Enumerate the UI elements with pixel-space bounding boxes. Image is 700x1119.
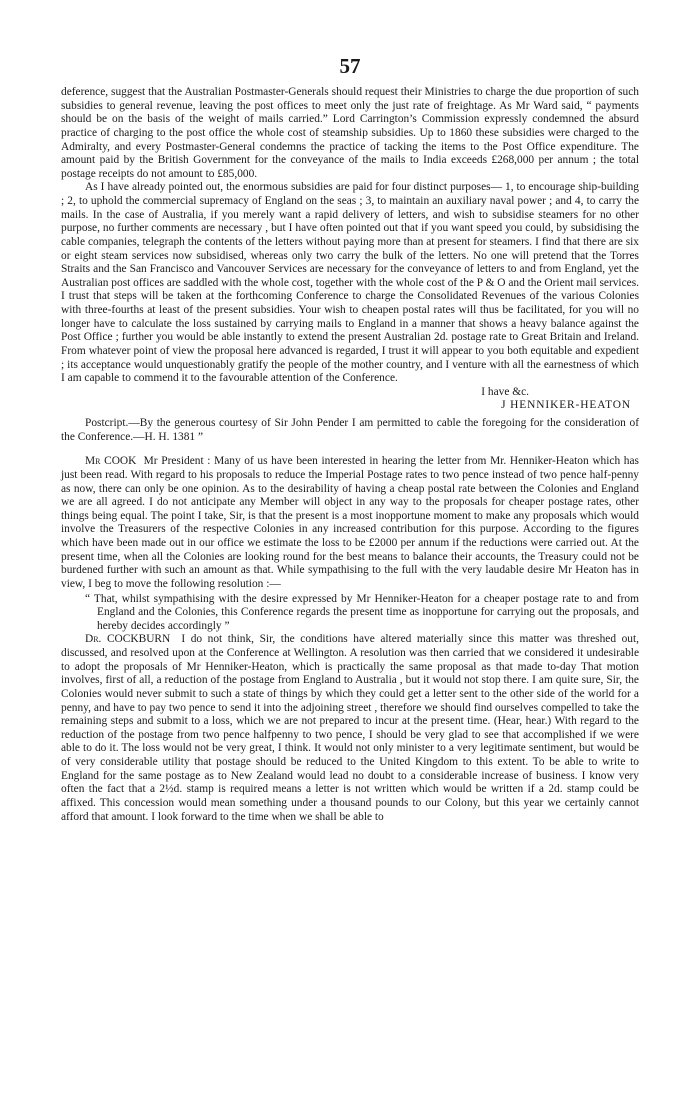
- resolution-quote: “ That, whilst sympathising with the desire expressed by Mr Henniker-Heaton for a cheaper postage rate to and from England and the Colonies, this Conference regards the present time as inopportune for carrying out the proposals, and hereby decides accordingly ”: [85, 592, 639, 632]
- speech-cook-text: Mr President : Many of us have been interested in hearing the letter from Mr. Henniker-Heaton which has just been read. With regard to his proposals to reduce the Imperial Postage rates to two pence instead of two pence half-penny as now, there can only be one opinion. As to the desirability of having a cheap postal rate between the Colonies and England we are all agreed. I do not anticipate any Member will object in any way to the proposals for cheaper postage rates, other things being equal. The point I take, Sir, is that the present is a most inopportune moment to make any proposals which would involve the Treasurers of the respective Colonies in any increased contribution for this purpose. According to the figures which have been made out in our office we estimate the loss to be £2000 per annum if the reductions were carried out. At the present time, when all the Colonies are looking round for the best means to balance their accounts, the Treasury could not be burdened further with such an amount as that. While sympathising to the full with the very laudable desire Mr Heaton has in view, I beg to move the following resolution :—: [61, 455, 639, 590]
- speech-cook: [61, 455, 639, 591]
- speech-cockburn: [61, 633, 639, 824]
- page-number: 57: [339, 54, 361, 78]
- speaker-cook: Mr COOK: [85, 455, 137, 468]
- paragraph-deference: deference, suggest that the Australian Postmaster-Generals should request their Ministries to charge the due proportion of such subsidies to general revenue, leaving the post offices to meet only the just rate of freightage. As Mr Ward said, “ payments should be on the basis of the weight of mails carried.” Lord Carrington’s Commission expressly condemned the absurd practice of charging to the post office the whole cost of steamship subsidies. Up to 1860 these subsidies were charged to the Admiralty, and every Postmaster-General condemns the practice of tacking the items to the Post Office expenditure. The amount paid by the British Government for the conveyance of the mails to India exceeds £268,000 per annum ; the total postage receipts do not amount to £85,000.: [61, 86, 639, 180]
- letter-signature: J HENNIKER-HEATON: [501, 399, 631, 412]
- document-page: [61, 54, 639, 824]
- speech-cockburn-text: I do not think, Sir, the conditions have altered materially since this matter was threshed out, discussed, and resolved upon at the Conference at Wellington. A resolution was then carried that we considered it undesirable to adopt the proposals of Mr Henniker-Heaton, which is practically the same proposal as that made to-day That motion involves, first of all, a reduction of the postage from England to Australia , but it would not stop there. I am quite sure, Sir, the Colonies would never submit to such a state of things by which they could get a letter sent to the other side of the world for a penny, and have to pay two pence to send it into the adjoining street , therefore we should find ourselves compelled to take the remaining steps and submit to a loss, which we are not prepared to incur at the present time. (Hear, hear.) With regard to the reduction of the postage from two pence halfpenny to two pence, I should be very glad to see that accomplished if we were able to do it. The loss would not be very great, I think. It would not only minister to a very legitimate sentiment, but would be of very considerable utility that postage should be reduced to the United Kingdom to this extent. To be able to write to England for the same postage as to New Zealand would lead no doubt to a considerable increase of business. I know very often the fact that a 2½d. stamp is required means a letter is not written which would be written if a 2d. stamp could be affixed. This concession would mean something under a thousand pounds to our Colony, but this year we certainly cannot afford that amount. I look forward to the time when we shall be able to: [61, 633, 639, 823]
- postscript: Postcript.—By the generous courtesy of Sir John Pender I am permitted to cable the foregoing for the consideration of the Conference.—H. H. 1381 ”: [61, 417, 639, 443]
- paragraph-subsidies: As I have already pointed out, the enormous subsidies are paid for four distinct purposes— 1, to encourage ship-building ; 2, to uphold the commercial supremacy of England on the seas ; 3, to maintain an auxiliary naval power ; and 4, to carry the mails. In the case of Australia, if you merely want a rapid delivery of letters, and wish to subsidise steamers for no other purpose, no further comments are necessary , but I have often pointed out that if you want speed you could, by subsidising the cable companies, telegraph the contents of the letters without paying more than at present for steamers. I find that there are six or eight steam services now subsidised, whereas only two carry the bulk of the letters. No one will pretend that the Torres Straits and the San Francisco and Vancouver Services are necessary for the conveyance of letters to and from England, yet the Australian post offices are saddled with the whole cost, together with the whole cost of the P & O and the Orient mail services. I trust that steps will be taken at the forthcoming Conference to charge the Consolidated Revenues of the various Colonies with three-fourths at least of the present subsidies. Your wish to cheapen postal rates will thus be facilitated, for you will no longer have to calculate the loss sustained by carrying mails to England in a manner that shows a heavy balance against the Post Office ; further you would be able instantly to extend the present Australian 2d. postage rate to Great Britain and Ireland. From whatever point of view the proposal here advanced is regarded, I trust it will appear to you both equitable and expedient ; its acceptance would unquestionably gratify the people of the mother country, and I venture with all the earnestness of which I am capable to commend it to the favourable attention of the Conference.: [61, 181, 639, 385]
- speaker-cockburn: Dr. COCKBURN: [85, 633, 171, 646]
- letter-closing: I have &c.: [481, 385, 529, 398]
